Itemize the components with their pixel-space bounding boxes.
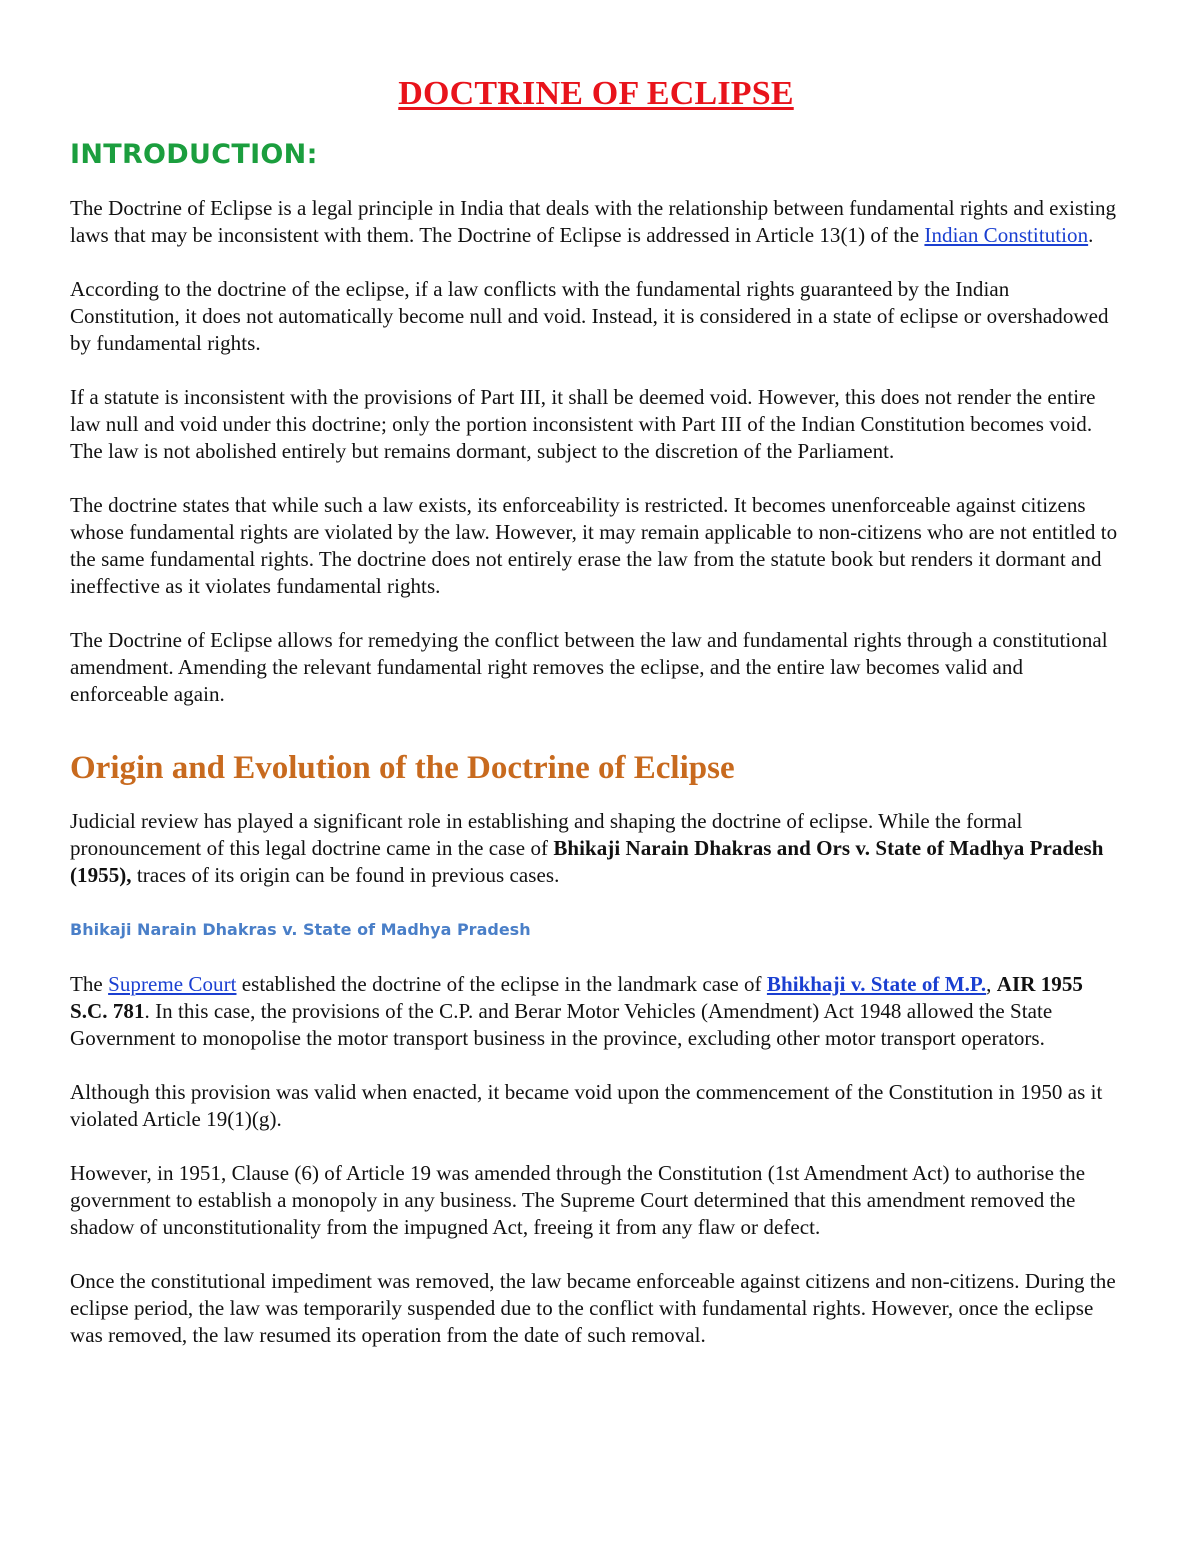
case-paragraph-4: Once the constitutional impediment was removed, the law became enforceable against citizens and non-citizens. During the eclipse period, the law was temporarily suspended due to the conflict with fundamental rights. However, once the eclipse was removed, the law resumed its operation from the date of such removal. bbox=[70, 1269, 1116, 1347]
case-section bbox=[70, 971, 1122, 1349]
case-p1-t1: The bbox=[70, 972, 109, 996]
origin-heading: Origin and Evolution of the Doctrine of Eclipse bbox=[70, 750, 735, 786]
origin-text-end: traces of its origin can be found in previous cases. bbox=[131, 863, 560, 887]
introduction-heading: INTRODUCTION: bbox=[70, 139, 318, 170]
intro-paragraph-3: If a statute is inconsistent with the provisions of Part III, it shall be deemed void. However, this does not render the entire law null and void under this doctrine; only the portion inconsistent with Part III of the Indian Constitution becomes void. The law is not abolished entirely but remains dormant, subject to the discretion of the Parliament. bbox=[70, 385, 1096, 463]
indian-constitution-link[interactable]: Indian Constitution bbox=[924, 223, 1089, 247]
case-citation: AIR 1955 S.C. 781 bbox=[70, 972, 1083, 1023]
origin-paragraph bbox=[70, 808, 1122, 889]
origin-text: Judicial review has played a significant role in establishing and shaping the doctrine of eclipse. While the formal pronouncement of this legal doctrine came in the case of bbox=[70, 809, 1023, 860]
case-paragraph-3: However, in 1951, Clause (6) of Article 19 was amended through the Constitution (1st Amendment Act) to authorise the government to establish a monopoly in any business. The Supreme Court determined that this amendment removed the shadow of unconstitutionality from the impugned Act, freeing it from any flaw or defect. bbox=[70, 1161, 1086, 1239]
intro-p1-end: . bbox=[1088, 223, 1094, 247]
case-paragraph-2: Although this provision was valid when enacted, it became void upon the commencement of the Constitution in 1950 as it violated Article 19(1)(g). bbox=[70, 1080, 1103, 1131]
intro-p1-text: The Doctrine of Eclipse is a legal principle in India that deals with the relationship between fundamental rights and existing laws that may be inconsistent with them. The Doctrine of Eclipse is addressed in Article 13(1) of the bbox=[70, 196, 1117, 247]
document-title: DOCTRINE OF ECLIPSE bbox=[398, 75, 794, 112]
intro-paragraph-5: The Doctrine of Eclipse allows for remedying the conflict between the law and fundamental rights through a constitutional amendment. Amending the relevant fundamental right removes the eclipse, and the entire law becomes valid and enforceable again. bbox=[70, 628, 1108, 706]
bhikhaji-case-link[interactable]: Bhikhaji v. State of M.P. bbox=[766, 972, 987, 996]
case-paragraph-1 bbox=[70, 971, 1122, 1052]
case-heading: Bhikaji Narain Dhakras v. State of Madhya Pradesh bbox=[70, 920, 531, 939]
case-p1-t3: , bbox=[986, 972, 997, 996]
case-p1-t2: established the doctrine of the eclipse in the landmark case of bbox=[236, 972, 767, 996]
intro-paragraph-2: According to the doctrine of the eclipse, if a law conflicts with the fundamental rights guaranteed by the Indian Constitution, it does not automatically become null and void. Instead, it is considered in a state of eclipse or overshadowed by fundamental rights. bbox=[70, 277, 1109, 355]
origin-section bbox=[70, 808, 1122, 889]
introduction-section bbox=[70, 195, 1122, 708]
supreme-court-link[interactable]: Supreme Court bbox=[108, 972, 237, 996]
intro-paragraph-4: The doctrine states that while such a law exists, its enforceability is restricted. It becomes unenforceable against citizens whose fundamental rights are violated by the law. However, it may remain applicable to non-citizens who are not entitled to the same fundamental rights. The doctrine does not entirely erase the law from the statute book but renders it dormant and ineffective as it violates fundamental rights. bbox=[70, 493, 1118, 598]
origin-case-name: Bhikaji Narain Dhakras and Ors v. State of Madhya Pradesh (1955), bbox=[70, 836, 1104, 887]
intro-paragraph-1 bbox=[70, 195, 1122, 249]
case-p1-t4: . In this case, the provisions of the C.P. and Berar Motor Vehicles (Amendment) Act 1948 allowed the State Government to monopolise the motor transport business in the province, excluding other motor transport operators. bbox=[70, 999, 1053, 1050]
